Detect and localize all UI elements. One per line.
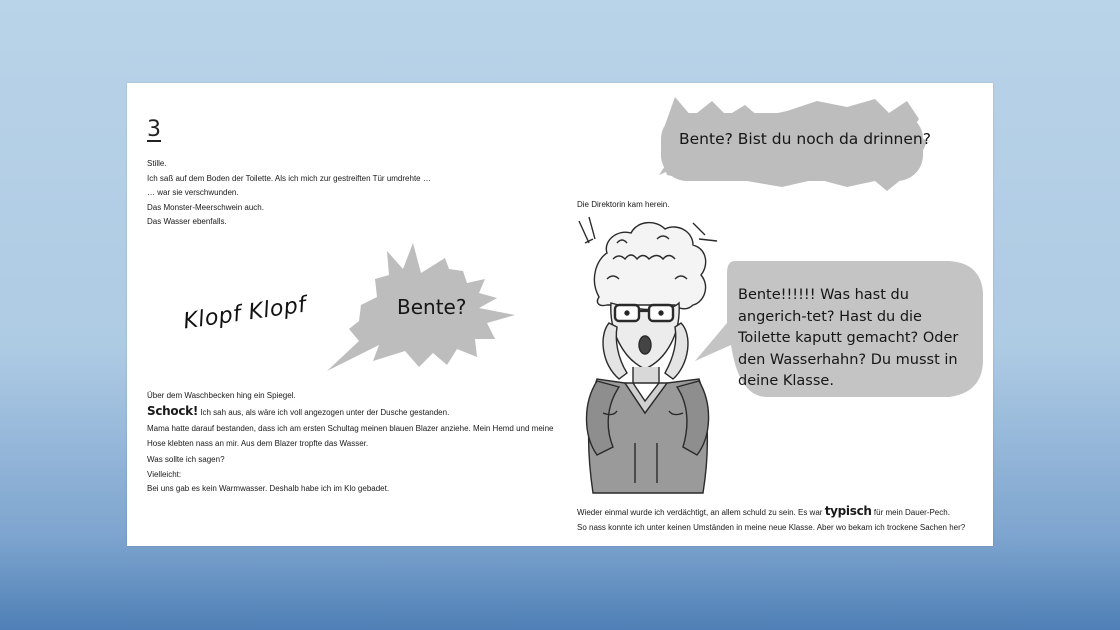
mirror-text-block [147,389,557,497]
mirror-line: Über dem Waschbecken hing ein Spiegel. [147,391,296,400]
entrance-line: Die Direktorin kam herein. [577,200,670,209]
principal-bubble-text: Bente!!!!!! Was hast du angerich-tet? Hast du die Toilette kaputt gemacht? Oder den Wasserhahn? Du musst in deine Klasse. [738,287,959,389]
typisch-word: typisch [824,504,872,518]
schock-word: Schock! [147,403,199,418]
bottom-text-block [577,504,987,535]
schock-rest: Ich sah aus, als wäre ich voll angezogen unter der Dusche gestanden. [200,407,450,417]
closing-line: Bei uns gab es kein Warmwasser. Deshalb habe ich im Klo gebadet. [147,484,390,493]
shout-bubble-text: Bente? [397,295,467,319]
principal-illustration [579,217,717,493]
bottom-after: für mein Dauer-Pech. [873,508,950,517]
bottom-before: Wieder einmal wurde ich verdächtigt, an allem schuld zu sein. Es war [577,508,823,517]
bottom-line-2: So nass konnte ich unter keinen Umständen in meine neue Klasse. Aber wo bekam ich trockene Sachen her? [577,522,966,532]
bottom-line-1 [577,504,987,521]
closing-line: Was sollte ich sagen? [147,455,225,464]
closing-line: Vielleicht: [147,469,182,479]
intro-line: Stille. [147,159,167,168]
top-bubble-text: Bente? Bist du noch da drinnen? [679,130,931,148]
mama-line: Mama hatte darauf bestanden, dass ich am ersten Schultag meinen blauen Blazer anziehe. Mein Hemd und meine Hose klebten nass an mir. Aus dem Blazer tropfte das Wasser. [147,424,554,448]
sound-effect-text: Klopf Klopf [181,292,309,335]
page-number: 3 [147,117,161,142]
intro-line: Das Monster-Meerschwein auch. [147,202,264,212]
intro-line: Das Wasser ebenfalls. [147,217,227,226]
intro-line: … war sie verschwunden. [147,188,239,197]
schock-line [147,404,557,421]
intro-text [147,157,527,230]
book-spread [127,83,993,546]
intro-line: Ich saß auf dem Boden der Toilette. Als ich mich zur gestreiften Tür umdrehte … [147,173,431,183]
